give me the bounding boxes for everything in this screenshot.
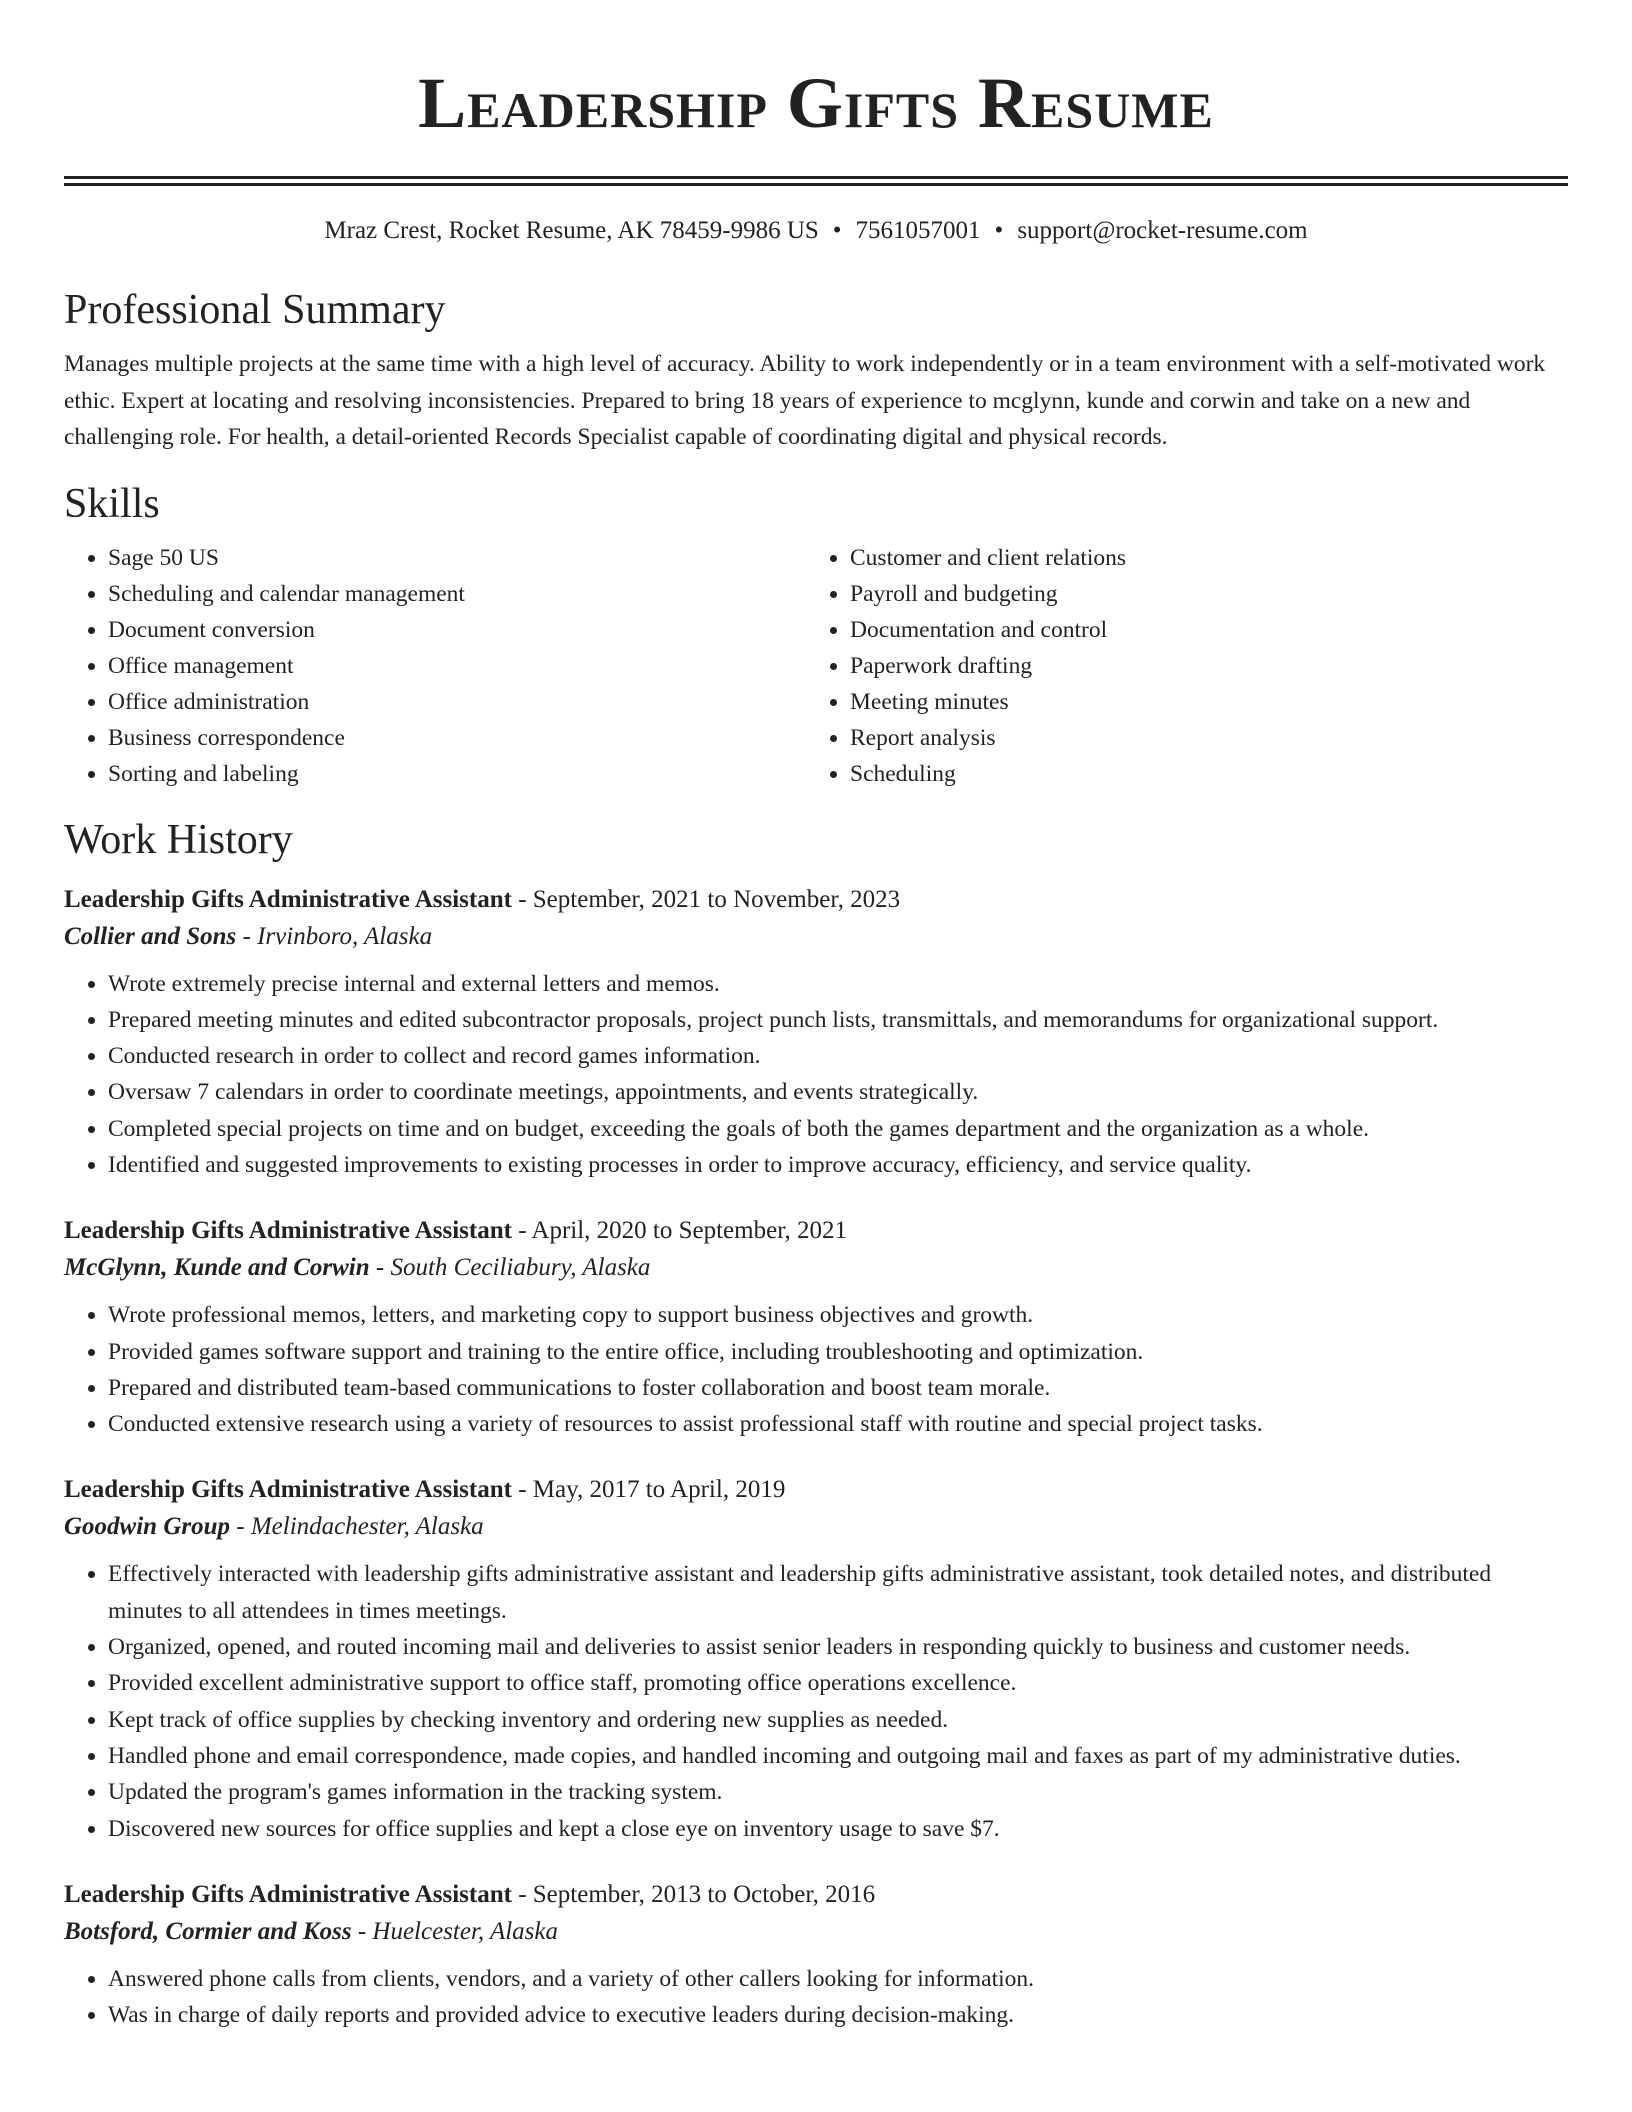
job-company: McGlynn, Kunde and Corwin (64, 1254, 370, 1282)
job-employer (64, 1913, 1568, 1951)
job-header (64, 1472, 1568, 1508)
job-employer (64, 918, 1568, 956)
job-duties (64, 1297, 1568, 1442)
job-header (64, 1877, 1568, 1913)
job-duty: • Oversaw 7 calendars in order to coordinate meetings, appointments, and events strategically. (108, 1074, 1568, 1110)
job-location: - Huelcester, Alaska (351, 1917, 558, 1945)
contact-email: support@rocket-resume.com (1017, 217, 1308, 244)
job-location: - Irvinboro, Alaska (236, 922, 433, 950)
skill-item: • Payroll and budgeting (850, 576, 1548, 612)
job-duty: • Wrote extremely precise internal and external letters and memos. (108, 966, 1568, 1002)
job-employer (64, 1508, 1568, 1546)
job-duty: • Answered phone calls from clients, vendors, and a variety of other callers looking for information. (108, 1961, 1568, 1997)
job-dates: - May, 2017 to April, 2019 (511, 1476, 786, 1504)
job-entry (64, 1213, 1568, 1442)
job-dates: - September, 2013 to October, 2016 (511, 1880, 876, 1908)
job-duty: • Completed special projects on time and on budget, exceeding the goals of both the games department and the organization as a whole. (108, 1111, 1568, 1147)
job-duty: • Provided games software support and training to the entire office, including troubleshooting and optimization. (108, 1334, 1568, 1370)
job-location: - South Ceciliabury, Alaska (369, 1254, 651, 1282)
skill-item: • Scheduling and calendar management (108, 576, 806, 612)
job-duty: • Conducted extensive research using a variety of resources to assist professional staff with routine and special project tasks. (108, 1406, 1568, 1442)
contact-separator: • (832, 217, 842, 244)
skill-item: • Office administration (108, 684, 806, 720)
job-header (64, 882, 1568, 918)
skills-heading: Skills (64, 480, 160, 527)
job-duty: • Handled phone and email correspondence, made copies, and handled incoming and outgoing mail and faxes as part of my administrative duties. (108, 1738, 1568, 1774)
contact-phone: 7561057001 (855, 217, 981, 244)
job-location: - Melindachester, Alaska (230, 1513, 484, 1541)
job-company: Goodwin Group (64, 1513, 231, 1541)
skill-item: • Sorting and labeling (108, 756, 806, 792)
job-duty: • Was in charge of daily reports and provided advice to executive leaders during decision-making. (108, 1997, 1568, 2033)
job-role: Leadership Gifts Administrative Assistant (64, 1217, 512, 1245)
skills-column-left (64, 540, 806, 792)
job-duty: • Wrote professional memos, letters, and marketing copy to support business objectives and growth. (108, 1297, 1568, 1333)
job-duties (64, 1556, 1568, 1846)
job-duty: • Conducted research in order to collect and record games information. (108, 1038, 1568, 1074)
job-duty: • Discovered new sources for office supplies and kept a close eye on inventory usage to save $7. (108, 1811, 1568, 1847)
skill-item: • Report analysis (850, 720, 1548, 756)
job-duty: • Kept track of office supplies by checking inventory and ordering new supplies as needed. (108, 1702, 1568, 1738)
skill-item: • Sage 50 US (108, 540, 806, 576)
job-entry (64, 1472, 1568, 1846)
job-duties (64, 1961, 1568, 2034)
job-role: Leadership Gifts Administrative Assistant (64, 1476, 512, 1504)
contact-address: Mraz Crest, Rocket Resume, AK 78459-9986 US (324, 217, 819, 244)
job-header (64, 1213, 1568, 1249)
contact-line (64, 214, 1568, 248)
job-entry (64, 1877, 1568, 2034)
job-duty: • Effectively interacted with leadership gifts administrative assistant and leadership gifts administrative assistant, took detailed notes, and distributed minutes to all attendees in times meetings. (108, 1556, 1568, 1629)
job-role: Leadership Gifts Administrative Assistant (64, 1880, 512, 1908)
job-dates: - September, 2021 to November, 2023 (511, 885, 901, 913)
skill-item: • Paperwork drafting (850, 648, 1548, 684)
job-duty: • Organized, opened, and routed incoming mail and deliveries to assist senior leaders in responding quickly to business and customer needs. (108, 1629, 1568, 1665)
job-duty: • Identified and suggested improvements to existing processes in order to improve accuracy, efficiency, and service quality. (108, 1147, 1568, 1183)
title-double-rule (64, 176, 1568, 186)
skill-item: • Scheduling (850, 756, 1548, 792)
job-duties (64, 966, 1568, 1184)
job-duty: • Updated the program's games information in the tracking system. (108, 1774, 1568, 1810)
job-role: Leadership Gifts Administrative Assistant (64, 885, 512, 913)
contact-separator: • (994, 217, 1004, 244)
job-duty: • Provided excellent administrative support to office staff, promoting office operations excellence. (108, 1665, 1568, 1701)
resume-title: Leadership Gifts Resume (418, 63, 1214, 143)
skill-item: • Meeting minutes (850, 684, 1548, 720)
skill-item: • Customer and client relations (850, 540, 1548, 576)
skills-list (64, 540, 1568, 792)
job-duty: • Prepared meeting minutes and edited subcontractor proposals, project punch lists, transmittals, and memorandums for organizational support. (108, 1002, 1568, 1038)
summary-text: Manages multiple projects at the same time with a high level of accuracy. Ability to work independently or in a team environment with a self-motivated work ethic. Expert at locating and resolving inconsistencies. Prepared to bring 18 years of experience to mcglynn, kunde and corwin and take on a new and challenging role. For health, a detail-oriented Records Specialist capable of coordinating digital and physical records. (64, 351, 1546, 450)
summary-heading: Professional Summary (64, 287, 446, 333)
skill-item: • Office management (108, 648, 806, 684)
skill-item: • Business correspondence (108, 720, 806, 756)
job-company: Collier and Sons (64, 922, 237, 950)
skill-item: • Documentation and control (850, 612, 1548, 648)
work-history-heading: Work History (64, 816, 293, 863)
job-entry (64, 882, 1568, 1184)
skill-item: • Document conversion (108, 612, 806, 648)
skills-column-right (806, 540, 1548, 792)
job-dates: - April, 2020 to September, 2021 (511, 1217, 848, 1245)
job-employer (64, 1249, 1568, 1287)
job-company: Botsford, Cormier and Koss (64, 1917, 352, 1945)
job-duty: • Prepared and distributed team-based communications to foster collaboration and boost team morale. (108, 1370, 1568, 1406)
